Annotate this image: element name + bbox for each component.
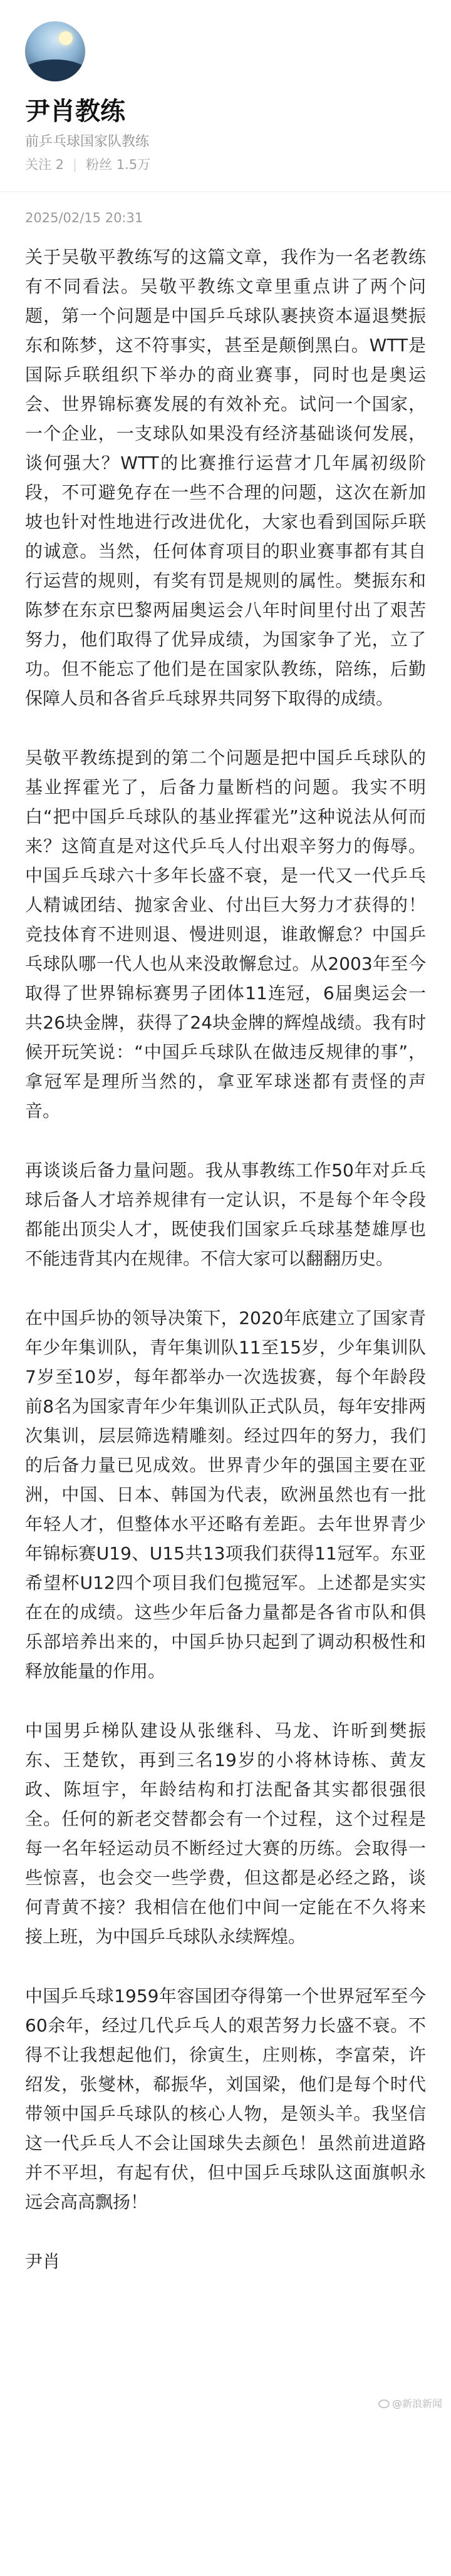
weibo-icon: [378, 2399, 390, 2408]
post-paragraph: 再谈谈后备力量问题。我从事教练工作50年对乒乓球后备人才培养规律有一定认识，不是每个年令段都能出顶尖人才，既使我们国家乒乓球基楚雄厚也不能违背其内在规律。不信大家可以翻翻历史。: [25, 1160, 426, 1269]
avatar-hill: [25, 59, 85, 81]
following-count[interactable]: 关注 2: [25, 157, 65, 172]
watermark-text: @新浪新闻: [391, 2398, 442, 2409]
profile-stats: [25, 155, 426, 174]
stats-separator: |: [73, 157, 78, 172]
profile-bio: 前乒乓球国家队教练: [25, 134, 150, 150]
post-paragraph: 在中国乒协的领导决策下，2020年底建立了国家青年少年集训队，青年集训队11至15岁，少年集训队7岁至10岁，每年都举办一次选拔赛，每个年龄段前8名为国家青年少年集训队正式队员，每年安排两次集训，层层筛选精雕刻。经过四年的努力，我们的后备力量已见成效。世界青少年的强国主要在亚洲，中国、日本、韩国为代表，欧洲虽然也有一批年轻人才，但整体水平还略有差距。去年世界青少年锦标赛U19、U15共13项我们获得11冠军。东亚希望杯U12四个项目我们包揽冠军。上述都是实实在在的成绩。这些少年后备力量都是各省市队和俱乐部培养出来的，中国乒协只起到了调动积极性和释放能量的作用。: [25, 1308, 426, 1681]
avatar-moon: [59, 31, 73, 45]
post-signature: 尹肖: [25, 2251, 61, 2272]
post-body: [0, 227, 451, 2276]
post-paragraph: 中国男乒梯队建设从张继科、马龙、许昕到樊振东、王楚钦，再到三名19岁的小将林诗栋、黄友政、陈垣宇，年龄结构和打法配备其实都很强很全。任何的新老交替都会有一个过程，这个过程是每一名年轻运动员不断经过大赛的历练。会取得一些惊喜，也会交一些学费，但这都是必经之路，谈何青黄不接？我相信在他们中间一定能在不久将来接上班，为中国乒乓球队永续辉煌。: [25, 1720, 426, 1947]
post-paragraph: 中国乒乓球1959年容国团夺得第一个世界冠军至今60余年，经过几代乒乓人的艰苦努力长盛不衰。不得不让我想起他们，徐寅生，庄则栋，李富荣，许绍发，张燮林，郗振华，刘国梁，他们是每个时代带领中国乒乓球队的核心人物，是领头羊。我坚信这一代乒乓人不会让国球失去颜色！虽然前进道路并不平坦，有起有伏，但中国乒乓球队这面旗帜永远会高高飘扬！: [25, 1986, 426, 2212]
post-paragraph: 吴敬平教练提到的第二个问题是把中国乒乓球队的基业挥霍光了，后备力量断档的问题。我实不明白“把中国乒乓球队的基业挥霍光”这种说法从何而来？这简直是对这代乒乓人付出艰辛努力的侮辱。中国乒乓球六十多年长盛不衰，是一代又一代乒乓人精诚团结、抛家舍业、付出巨大努力才获得的！竞技体育不进则退、慢进则退，谁敢懈怠？中国乒乓球队哪一代人也从来没敢懈怠过。从2003年至今取得了世界锦标赛男子团体11连冠，6届奥运会一共26块金牌，获得了24块金牌的辉煌战绩。我有时候开玩笑说：“中国乒乓球队在做违反规律的事”，拿冠军是理所当然的，拿亚军球迷都有责怪的声音。: [25, 747, 426, 1121]
post-date: 2025/02/15 20:31: [25, 210, 143, 225]
profile-name[interactable]: 尹肖教练: [25, 97, 125, 126]
followers-count[interactable]: 粉丝 1.5万: [86, 157, 151, 172]
profile-header: [0, 0, 451, 174]
avatar[interactable]: [25, 21, 85, 81]
post-paragraph: 关于吴敬平教练写的这篇文章，我作为一名老教练有不同看法。吴敬平教练文章里重点讲了两个问题，第一个问题是中国乒乓球队裹挟资本逼退樊振东和陈梦，这不符事实，甚至是颠倒黑白。WTT是国际乒联组织下举办的商业赛事，同时也是奥运会、世界锦标赛发展的有效补充。试问一个国家，一个企业，一支球队如果没有经济基础谈何发展，谈何强大？WTT的比赛推行运营才几年属初级阶段，不可避免存在一些不合理的问题，这次在新加坡也针对性地进行改进优化，大家也看到国际乒联的诚意。当然，任何体育项目的职业赛事都有其自行运营的规则，有奖有罚是规则的属性。樊振东和陈梦在东京巴黎两届奥运会八年时间里付出了艰苦努力，他们取得了优异成绩，为国家争了光，立了功。但不能忘了他们是在国家队教练，陪练，后勤保障人员和各省乒乓球界共同努下取得的成绩。: [25, 247, 426, 709]
watermark: [378, 2397, 442, 2411]
